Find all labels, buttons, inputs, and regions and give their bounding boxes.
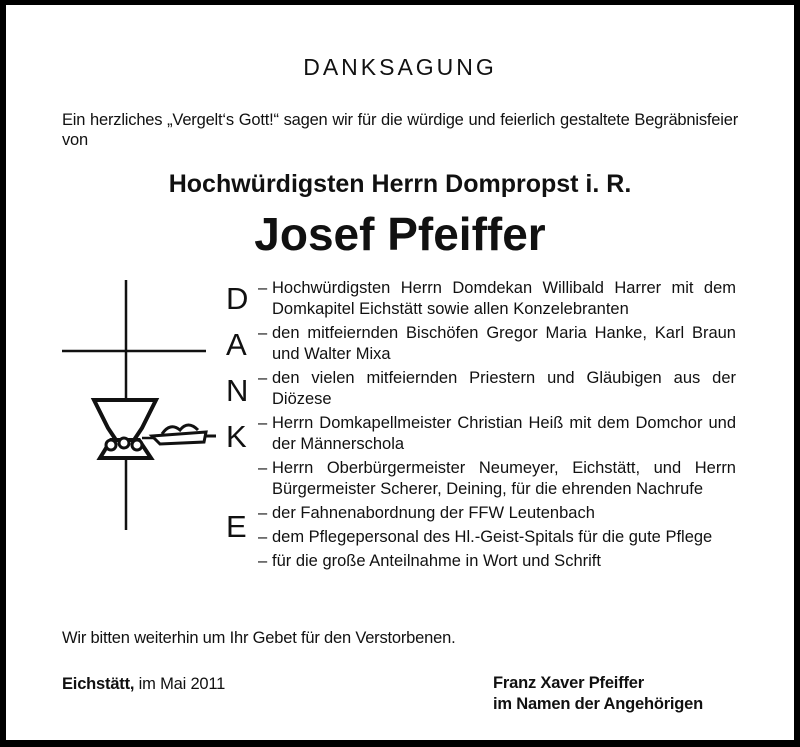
thanks-item: – dem Pflegepersonal des Hl.-Geist-Spitals für die gute Pflege	[258, 527, 736, 548]
danke-letter-k: K	[226, 419, 247, 454]
signature-role: im Namen der Angehörigen	[493, 695, 704, 713]
signature-name: Franz Xaver Pfeiffer	[493, 674, 644, 692]
signature	[493, 673, 703, 715]
thanks-item: – Herrn Oberbürgermeister Neumeyer, Eichstätt, und Herrn Bürgermeister Scherer, Deining, für die ehrenden Nachrufe	[258, 458, 736, 500]
thanks-item: – den vielen mitfeiernden Priestern und Gläubigen aus der Diözese	[258, 368, 736, 410]
place: Eichstätt,	[62, 675, 135, 693]
place-date	[62, 675, 225, 694]
closing-text: Wir bitten weiterhin um Ihr Gebet für den Verstorbenen.	[62, 629, 456, 647]
thanks-item: – Herrn Domkapellmeister Christian Heiß mit dem Domchor und der Männerschola	[258, 413, 736, 455]
intro-text: Ein herzliches „Vergelt‘s Gott!“ sagen wir für die würdige und feierlich gestaltete Begräbnisfeier von	[62, 111, 738, 149]
date: im Mai 2011	[138, 675, 226, 693]
danke-letter-d: D	[226, 281, 249, 316]
notice-title: DANKSAGUNG	[303, 54, 497, 80]
danke-letter-a: A	[226, 327, 247, 362]
danke-letter-n: N	[226, 373, 249, 408]
cross-chalice-bread-icon	[56, 280, 216, 540]
deceased-name: Josef Pfeiffer	[254, 208, 546, 260]
thanks-item: – Hochwürdigsten Herrn Domdekan Willibald Harrer mit dem Domkapitel Eichstätt sowie allen Konzelebranten	[258, 278, 736, 320]
thanks-item: – der Fahnenabordnung der FFW Leutenbach	[258, 503, 736, 524]
thanks-item: – den mitfeiernden Bischöfen Gregor Maria Hanke, Karl Braun und Walter Mixa	[258, 323, 736, 365]
thanks-list	[258, 278, 736, 575]
thanks-item: – für die große Anteilnahme in Wort und Schrift	[258, 551, 736, 572]
danke-letter-e: E	[226, 509, 247, 544]
deceased-title: Hochwürdigsten Herrn Dompropst i. R.	[168, 170, 632, 198]
